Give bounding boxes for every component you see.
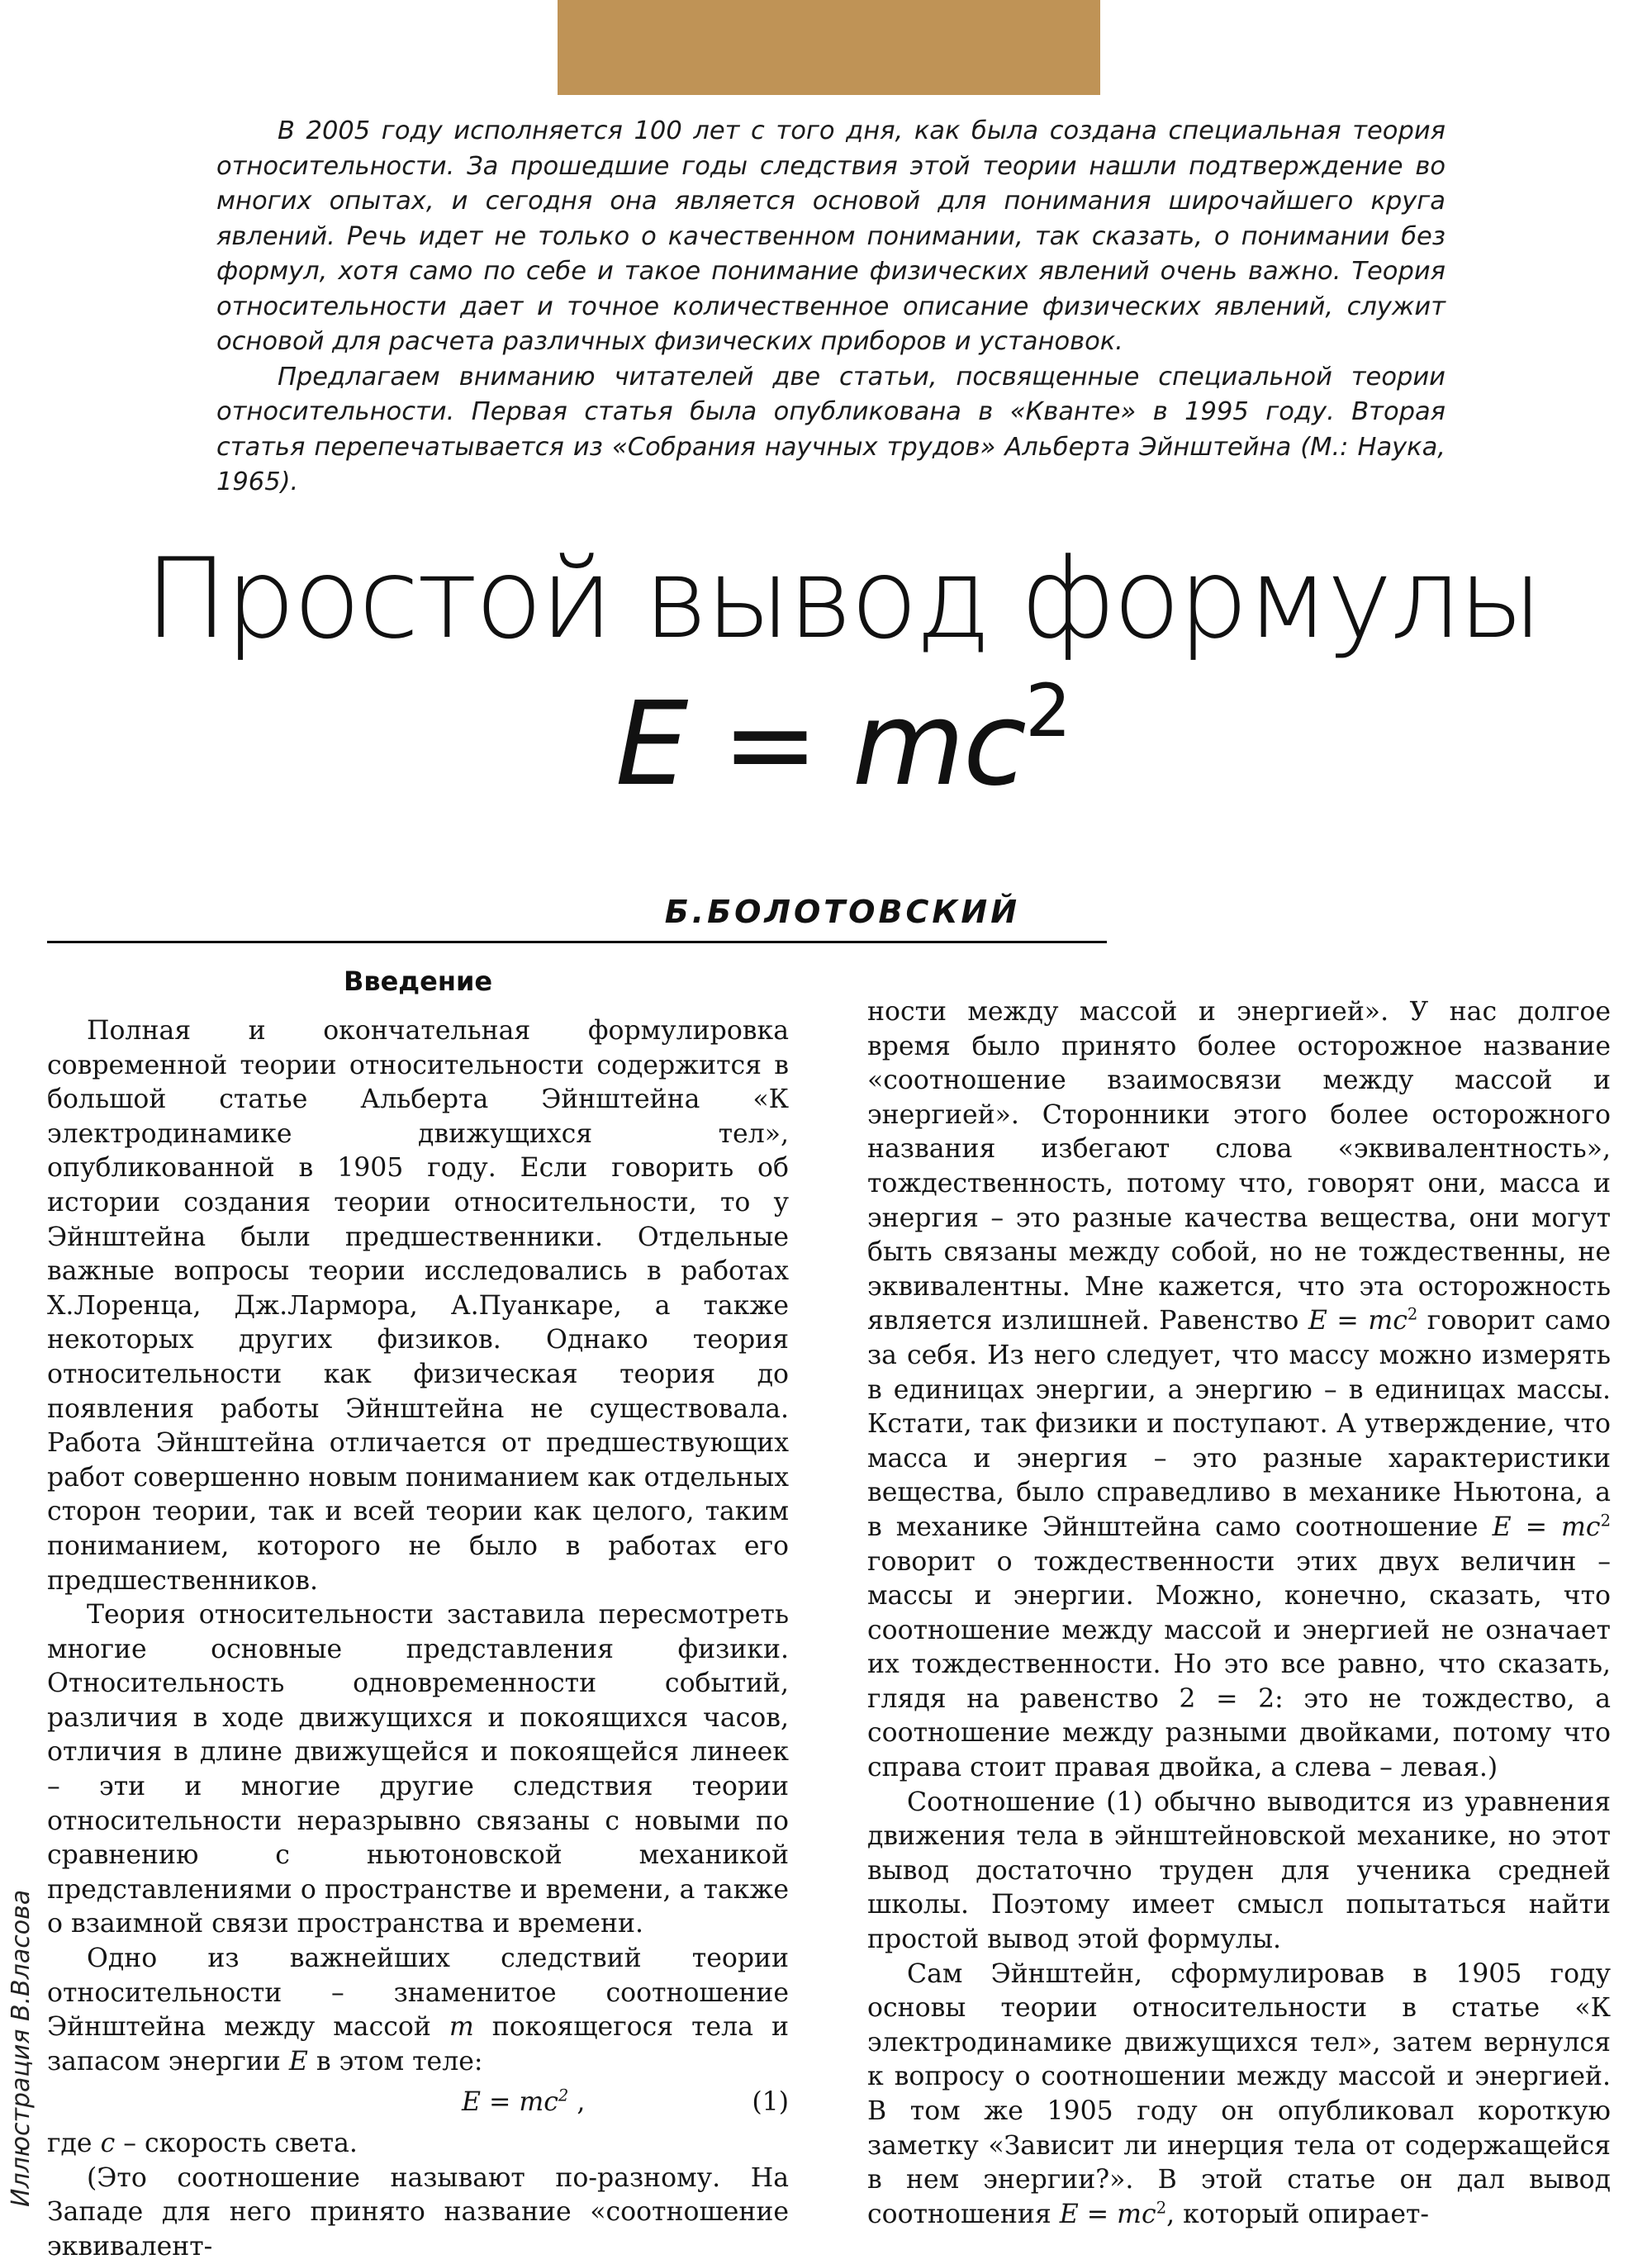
author-name: Б.БОЛОТОВСКИЙ [664, 894, 1020, 930]
body-paragraph: (Это соотношение называют по-разному. На Западе для него принято название «соотношение эквивалент- [47, 2162, 789, 2262]
inline-formula: E = mc [1308, 1306, 1408, 1336]
author-rule [47, 941, 1107, 943]
inline-formula: E = mc [1059, 2199, 1156, 2229]
title-formula-exponent: 2 [1025, 668, 1070, 753]
article-title: Простой вывод формулы [145, 534, 1540, 663]
equation-body [47, 2086, 752, 2120]
body-paragraph: Соотношение (1) обычно выводится из уравнения движения тела в эйнштейновской механике, но этот вывод достаточно труден для ученика средней школы. Поэтому имеет смысл попытаться найти простой вывод этой формулы. [867, 1787, 1611, 1955]
body-paragraph [47, 2127, 789, 2162]
formula-exponent: 2 [1600, 1511, 1611, 1531]
equation-exponent: 2 [558, 2086, 569, 2105]
intro-paragraph: Предлагаем вниманию читателей две статьи, посвященные специальной теории относительности. Первая статья была опубликована в «Кванте» в 1995 году. Вторая статья перепечатывается из «Собрания научных трудов» Альберта Эйнштейна (М.: Наука, 1965). [216, 362, 1446, 496]
text-span: Сам Эйнштейн, сформулировав в 1905 году основы теории относительности в статье «К электродинамике движущихся тел», затем вернулся к вопросу о соотношении между массой и энергией. В том же 1905 году он опубликовал короткую заметку «Зависит ли инерция тела от содержащейся в нем энергии?». В этой статье он дал вывод соотношения [867, 1958, 1611, 2229]
body-paragraph: Полная и окончательная формулировка современной теории относительности содержится в большой статье Альберта Эйнштейна «К электродинамике движущихся тел», опубликованной в 1905 году. Если говорить об истории создания теории относительности, то у Эйнштейна были предшественники. Отдельные важные вопросы теории исследовались в работах Х.Лоренца, Дж.Лармора, А.Пуанкаре, а также некоторых других физиков. Однако теория относительности как физическая теория до появления работы Эйнштейна не существовала. Работа Эйнштейна отличается от предшествующих работ совершенно новым пониманием как отдельных сторон теории, так и всей теории как целого, таким пониманием, которого не было в работах его предшественников. [47, 1016, 789, 1596]
text-span: говорит само за себя. Из него следует, что массу можно измерять в единицах энергии, а энергию – в единицах массы. Кстати, так физики и поступают. А утверждение, что масса и энергия – это разные характеристики вещества, было справедливо в механике Ньютона, а в механике Эйнштейна само соотношение [867, 1306, 1611, 1542]
right-column [867, 995, 1611, 2232]
math-symbol: m [449, 2012, 474, 2043]
text-span: покоящегося тела и запасом энергии [47, 2012, 789, 2077]
left-column [47, 965, 789, 2264]
equation-1 [47, 2086, 789, 2120]
title-formula-base: E = mc [615, 677, 1026, 812]
title-formula [0, 668, 1652, 812]
illustration-credit: Иллюстрация В.Власова [7, 1889, 36, 2207]
section-heading: Введение [343, 966, 493, 997]
equation-number: (1) [752, 2087, 789, 2118]
intro-text [216, 114, 1446, 501]
equation-base: E = mc [461, 2087, 558, 2118]
text-span: где [47, 2129, 101, 2158]
text-span: – скорость света. [115, 2129, 358, 2158]
body-paragraph [47, 1942, 789, 2079]
formula-exponent: 2 [1156, 2198, 1167, 2218]
text-span: говорит о тождественности этих двух величин – массы и энергии. Можно, конечно, сказать, что соотношение между массой и энергией не означает их тождественности. Но это все равно, что сказать, глядя на равенство 2 = 2: это не тождество, а соотношение между разными двойками, потому что справа стоит правая двойка, а слева – левая.) [867, 1546, 1611, 1783]
body-paragraph [867, 995, 1611, 1786]
body-paragraph: Теория относительности заставила пересмотреть многие основные представления физики. Относительность одновременности событий, различия в ходе движущихся и покоящихся часов, отличия в длине движущейся и покоящейся линеек – эти и многие другие следствия теории относительности неразрывно связаны с новыми по сравнению с ньютоновской механикой представлениями о пространстве и времени, а также о взаимной связи пространства и времени. [47, 1600, 789, 1939]
inline-formula: E = mc [1492, 1512, 1601, 1542]
formula-exponent: 2 [1407, 1304, 1418, 1324]
text-span: Одно из важнейших следствий теории относительности – знаменитое соотношение Эйнштейна между массой [47, 1944, 789, 2043]
equation-comma: , [568, 2087, 586, 2118]
decorative-gold-bar [558, 0, 1100, 95]
text-span: , который опирает- [1166, 2199, 1430, 2229]
body-paragraph [867, 1958, 1611, 2233]
text-span: в этом теле: [307, 2046, 483, 2077]
math-symbol: E [288, 2046, 308, 2077]
math-symbol: c [100, 2129, 116, 2158]
text-span: ности между массой и энергией». У нас долгое время было принято более осторожное название «соотношение взаимосвязи между массой и энергией». Сторонники этого более осторожного названия избегают слова «эквивалентность», тождественность, потому что, говорят они, масса и энергия – это разные качества вещества, они могут быть связаны между собой, но не тождественны, не эквивалентны. Мне кажется, что эта осторожность является излишней. Равенство [867, 997, 1611, 1336]
intro-paragraph: В 2005 году исполняется 100 лет с того дня, как была создана специальная теория относительности. За прошедшие годы следствия этой теории нашли подтверждение во многих опытах, и сегодня она является основой для понимания широчайшего круга явлений. Речь идет не только о качественном понимании, так сказать, о понимании без формул, хотя само по себе и такое понимание физических явлений очень важно. Теория относительности дает и точное количественное описание физических явлений, служит основой для расчета различных физических приборов и установок. [216, 116, 1446, 356]
